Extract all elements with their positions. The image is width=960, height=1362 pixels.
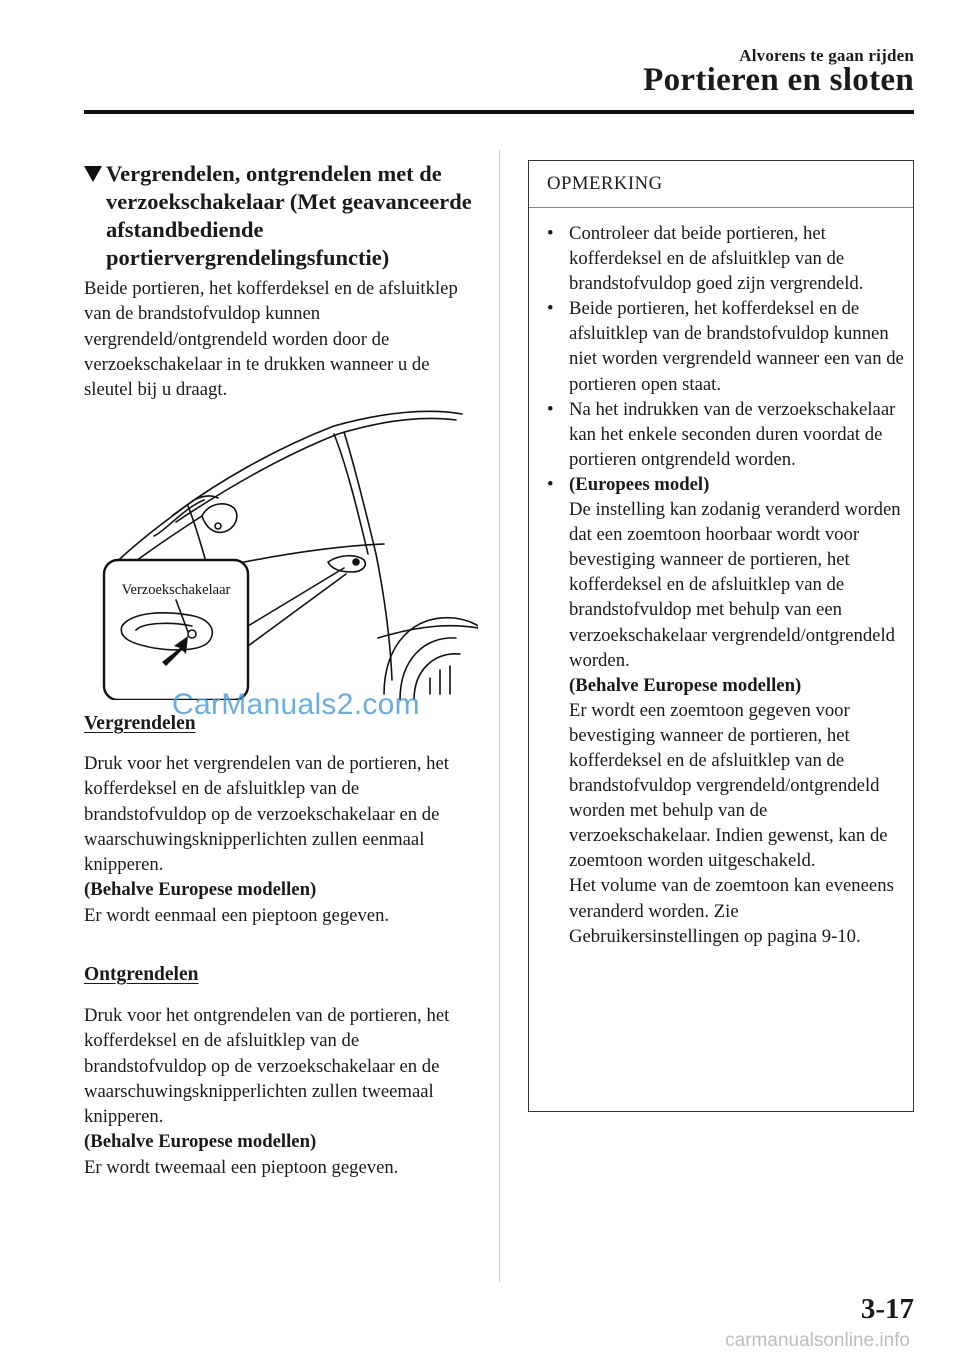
note-item: • Controleer dat beide portieren, het kofferdeksel en de afsluitklep van de brandstofvuldop goed zijn vergrendeld.	[547, 223, 864, 295]
note-item-bold: (Behalve Europese modellen)	[569, 674, 802, 696]
unlock-text: Druk voor het ontgrendelen van de portieren, het kofferdeksel en de afsluitklep van de brandstofvuldop op de verzoekschakelaar en de waarschuwingsknipperlichten zullen tweemaal knipperen.	[84, 1005, 450, 1128]
lock-text: Druk voor het vergrendelen van de portieren, het kofferdeksel en de afsluitklep van de brandstofvuldop op de verzoekschakelaar en de waarschuwingsknipperlichten zullen eenmaal knipperen.	[84, 753, 449, 876]
topic-heading-text: Vergrendelen, ontgrendelen met de verzoekschakelaar (Met geavanceerde afstandbediende portiervergrendelingsfunctie)	[106, 161, 472, 270]
carmanuals-watermark: CarManuals2.com	[172, 688, 420, 721]
page-number: 3-17	[860, 1293, 914, 1325]
intro-paragraph: Beide portieren, het kofferdeksel en de afsluitklep van de brandstofvuldop kunnen vergrendeld/ontgrendeld worden door de verzoekschakelaar in te drukken wanneer u de sleutel bij u draagt.	[84, 278, 458, 401]
note-item-text: De instelling kan zodanig veranderd worden dat een zoemtoon hoorbaar wordt voor bevestiging wanneer de portieren, het kofferdeksel en de afsluitklep van de brandstofvuldop met behulp van een verzoekschakelaar vergrendeld/ontgrendeld worden.	[569, 499, 901, 671]
figure-label: Verzoekschakelaar	[121, 582, 231, 598]
note-list	[539, 221, 907, 949]
note-item: • Beide portieren, het kofferdeksel en de afsluitklep van de brandstofvuldop kunnen niet worden vergrendeld wanneer een van de portieren open staat.	[547, 298, 904, 395]
unlock-heading: Ontgrendelen	[84, 964, 199, 985]
note-header	[529, 161, 913, 208]
section-title: Portieren en sloten	[643, 62, 914, 98]
door-switch-figure	[84, 404, 478, 700]
note-item: • Na het indrukken van de verzoekschakelaar kan het enkele seconden duren voordat de portieren ontgrendeld worden.	[547, 398, 896, 470]
topic-heading	[84, 160, 478, 272]
note-item-text: Beide portieren, het kofferdeksel en de afsluitklep van de brandstofvuldop kunnen niet worden vergrendeld wanneer een van de portieren open staat.	[569, 298, 904, 395]
lock-after-text: Er wordt eenmaal een pieptoon gegeven.	[84, 904, 390, 926]
note-heading: OPMERKING	[547, 173, 663, 194]
lock-bold-note: (Behalve Europese modellen)	[84, 879, 317, 901]
note-item-text: Na het indrukken van de verzoekschakelaar kan het enkele seconden duren voordat de portieren ontgrendeld worden.	[569, 398, 896, 470]
note-item-text: Er wordt een zoemtoon gegeven voor bevestiging wanneer de portieren, het kofferdeksel en de afsluitklep van de brandstofvuldop vergrendeld/ontgrendeld worden met behulp van de verzoekschakelaar. Indien gewenst, kan de zoemtoon worden uitgeschakeld.	[569, 699, 888, 872]
header-rule	[84, 110, 914, 114]
note-box	[528, 160, 914, 1112]
note-item-text: Controleer dat beide portieren, het kofferdeksel en de afsluitklep van de brandstofvuldop goed zijn vergrendeld.	[569, 223, 864, 295]
unlock-after-text: Er wordt tweemaal een pieptoon gegeven.	[84, 1156, 399, 1178]
note-item: • (Europees model) De instelling kan zodanig veranderd worden dat een zoemtoon hoorbaar wordt voor bevestiging wanneer de portieren, het kofferdeksel en de afsluitklep van de brandstofvuldop met behulp van een verzoekschakelaar vergrendeld/ontgrendeld worden. (Behalve Europese modellen) Er wordt een zoemtoon gegeven voor bevestiging wanneer de portieren, het kofferdeksel en de afsluitklep van de brandstofvuldop vergrendeld/ontgrendeld worden met behulp van de verzoekschakelaar. Indien gewenst, kan de zoemtoon worden uitgeschakeld. Het volume van de zoemtoon kan eveneens veranderd worden. Zie Gebruikersinstellingen op pagina 9-10.	[547, 473, 901, 947]
unlock-section	[84, 1003, 478, 1180]
lock-section	[84, 751, 478, 928]
note-item-text: Het volume van de zoemtoon kan eveneens veranderd worden. Zie Gebruikersinstellingen op pagina 9-10.	[569, 875, 894, 947]
column-divider	[499, 150, 500, 1282]
chapter-title: Alvorens te gaan rijden	[739, 46, 914, 65]
car-door-illustration	[84, 404, 478, 700]
lock-heading: Vergrendelen	[84, 713, 196, 734]
unlock-bold-note: (Behalve Europese modellen)	[84, 1131, 317, 1153]
note-item-bold: (Europees model)	[569, 473, 710, 495]
footer-watermark: carmanualsonline.info	[725, 1330, 910, 1351]
triangle-marker-icon	[84, 166, 102, 182]
